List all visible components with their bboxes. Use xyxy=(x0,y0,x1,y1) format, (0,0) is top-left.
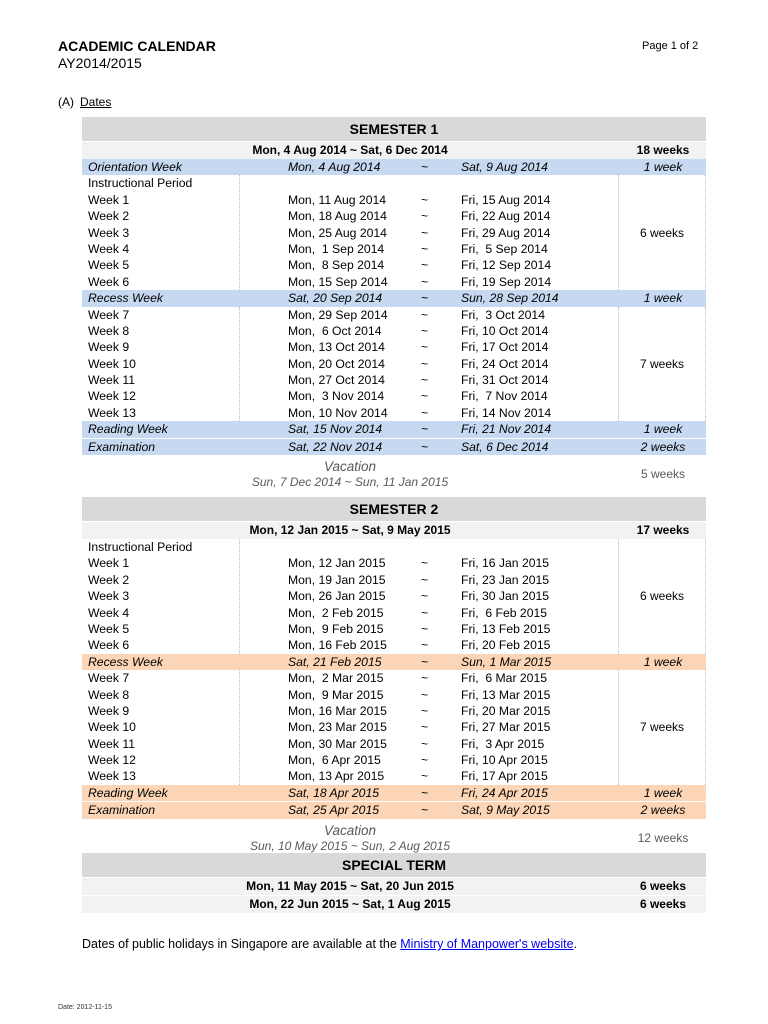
vacation-weeks: 5 weeks xyxy=(640,467,686,482)
week-label: Week 13 xyxy=(88,405,136,420)
sem2-instruction-block-2 xyxy=(82,670,706,785)
end-date: Fri, 17 Apr 2015 xyxy=(461,769,548,784)
recess-week-row xyxy=(82,654,706,670)
end-date: Fri, 13 Mar 2015 xyxy=(461,687,551,702)
row-label: Reading Week xyxy=(88,422,168,437)
instructional-period-label xyxy=(82,539,706,555)
row-weeks: 2 weeks xyxy=(640,803,686,818)
range-tilde: ~ xyxy=(421,373,429,388)
week-label: Week 2 xyxy=(88,572,130,587)
special-term-weeks: 6 weeks xyxy=(639,879,687,893)
semester-2-table xyxy=(82,497,706,855)
document-title: ACADEMIC CALENDAR xyxy=(58,38,216,54)
week-label: Week 5 xyxy=(88,621,130,636)
range-tilde: ~ xyxy=(421,422,429,437)
start-date: Mon, 8 Sep 2014 xyxy=(288,258,385,273)
start-date: Mon, 30 Mar 2015 xyxy=(288,736,387,751)
start-date: Mon, 2 Feb 2015 xyxy=(288,605,384,620)
block-weeks: 6 weeks xyxy=(639,589,685,604)
end-date: Fri, 19 Sep 2014 xyxy=(461,274,552,289)
week-row xyxy=(82,372,706,388)
week-row xyxy=(82,752,706,768)
end-date: Sat, 9 Aug 2014 xyxy=(461,160,548,174)
range-tilde: ~ xyxy=(421,803,429,818)
row-label: Reading Week xyxy=(88,785,168,800)
week-row xyxy=(82,323,706,339)
range-tilde: ~ xyxy=(421,323,429,338)
sem2-block1-weeks xyxy=(618,539,706,654)
end-date: Sat, 9 May 2015 xyxy=(461,803,550,818)
instr-label: Instructional Period xyxy=(88,540,193,554)
range-tilde: ~ xyxy=(421,209,429,224)
range-tilde: ~ xyxy=(421,291,429,306)
range-tilde: ~ xyxy=(421,621,429,636)
semester-1-weeks: 18 weeks xyxy=(636,143,690,157)
ministry-of-manpower-link[interactable]: Ministry of Manpower's website xyxy=(400,937,574,951)
recess-week-row xyxy=(82,290,706,306)
week-row xyxy=(82,555,706,571)
week-label: Week 12 xyxy=(88,389,136,404)
week-row xyxy=(82,388,706,404)
semester-1-range: Mon, 4 Aug 2014 ~ Sat, 6 Dec 2014 xyxy=(252,143,448,157)
start-date: Mon, 12 Jan 2015 xyxy=(288,556,386,571)
start-date: Sat, 18 Apr 2015 xyxy=(288,785,380,800)
week-label: Week 3 xyxy=(88,225,130,240)
week-row xyxy=(82,719,706,735)
range-tilde: ~ xyxy=(421,192,429,207)
week-row xyxy=(82,208,706,224)
examination-row xyxy=(82,802,706,818)
end-date: Fri, 24 Apr 2015 xyxy=(461,785,548,800)
week-row xyxy=(82,405,706,421)
end-date: Fri, 5 Sep 2014 xyxy=(461,241,548,256)
week-row xyxy=(82,307,706,323)
week-row xyxy=(82,703,706,719)
range-tilde: ~ xyxy=(421,589,429,604)
special-term-weeks: 6 weeks xyxy=(639,897,687,911)
start-date: Mon, 27 Oct 2014 xyxy=(288,373,385,388)
vacation-range: Sun, 10 May 2015 ~ Sun, 2 Aug 2015 xyxy=(249,838,451,853)
instr-label: Instructional Period xyxy=(88,176,193,191)
special-term-row-1 xyxy=(82,877,706,895)
start-date: Mon, 9 Mar 2015 xyxy=(288,687,384,702)
start-date: Mon, 25 Aug 2014 xyxy=(288,225,387,240)
week-row xyxy=(82,687,706,703)
range-tilde: ~ xyxy=(421,736,429,751)
end-date: Fri, 14 Nov 2014 xyxy=(461,405,552,420)
semester-2-title: SEMESTER 2 xyxy=(82,497,706,521)
week-label: Week 11 xyxy=(88,736,135,751)
start-date: Mon, 23 Mar 2015 xyxy=(288,720,387,735)
start-date: Mon, 26 Jan 2015 xyxy=(288,589,386,604)
end-date: Fri, 21 Nov 2014 xyxy=(461,422,552,437)
range-tilde: ~ xyxy=(421,241,429,256)
week-label: Week 9 xyxy=(88,340,130,355)
end-date: Fri, 6 Mar 2015 xyxy=(461,671,548,686)
week-label: Week 5 xyxy=(88,258,130,273)
row-weeks: 1 week xyxy=(643,785,683,800)
range-tilde: ~ xyxy=(421,753,429,768)
start-date: Mon, 15 Sep 2014 xyxy=(288,274,388,289)
section-label: Dates xyxy=(80,95,112,109)
row-weeks: 1 week xyxy=(643,291,683,306)
week-row xyxy=(82,621,706,637)
week-row xyxy=(82,241,706,257)
sem2-block2-weeks xyxy=(618,670,706,785)
sem1-block1-weeks xyxy=(618,175,706,290)
holiday-note xyxy=(82,937,577,951)
week-label: Week 10 xyxy=(88,720,136,735)
end-date: Fri, 16 Jan 2015 xyxy=(461,556,550,571)
vacation-range: Sun, 7 Dec 2014 ~ Sun, 11 Jan 2015 xyxy=(251,475,449,490)
start-date: Sat, 25 Apr 2015 xyxy=(288,803,380,818)
end-date: Fri, 10 Apr 2015 xyxy=(461,753,548,768)
row-weeks: 1 week xyxy=(643,422,683,437)
end-date: Fri, 6 Feb 2015 xyxy=(461,605,548,620)
semester-1-range-row xyxy=(82,141,706,159)
start-date: Mon, 2 Mar 2015 xyxy=(288,671,384,686)
vacation-title: Vacation xyxy=(323,822,377,838)
range-tilde: ~ xyxy=(421,638,429,653)
block-weeks: 7 weeks xyxy=(639,720,685,735)
range-tilde: ~ xyxy=(421,654,429,669)
week-label: Week 4 xyxy=(88,605,130,620)
week-label: Week 4 xyxy=(88,241,130,256)
week-label: Week 7 xyxy=(88,671,130,686)
start-date: Mon, 19 Jan 2015 xyxy=(288,572,386,587)
sem1-instruction-block-2 xyxy=(82,307,706,422)
end-date: Sun, 28 Sep 2014 xyxy=(461,291,559,306)
special-term-range: Mon, 22 Jun 2015 ~ Sat, 1 Aug 2015 xyxy=(249,897,451,911)
week-label: Week 3 xyxy=(88,589,130,604)
week-label: Week 8 xyxy=(88,323,130,338)
week-row xyxy=(82,356,706,372)
section-prefix: (A) xyxy=(58,95,74,109)
start-date: Mon, 20 Oct 2014 xyxy=(288,356,385,371)
range-tilde: ~ xyxy=(421,405,429,420)
range-tilde: ~ xyxy=(421,307,429,322)
vacation-title: Vacation xyxy=(323,459,377,475)
special-term-title: SPECIAL TERM xyxy=(82,853,706,877)
end-date: Fri, 20 Mar 2015 xyxy=(461,703,551,718)
row-label: Recess Week xyxy=(88,291,163,306)
week-row xyxy=(82,588,706,604)
start-date: Mon, 9 Feb 2015 xyxy=(288,621,384,636)
week-row xyxy=(82,768,706,784)
row-label: Orientation Week xyxy=(88,160,182,174)
week-label: Week 13 xyxy=(88,769,136,784)
end-date: Fri, 22 Aug 2014 xyxy=(461,209,551,224)
start-date: Mon, 6 Apr 2015 xyxy=(288,753,381,768)
range-tilde: ~ xyxy=(421,572,429,587)
week-label: Week 10 xyxy=(88,356,136,371)
start-date: Mon, 13 Oct 2014 xyxy=(288,340,385,355)
instructional-period-label xyxy=(82,175,706,191)
row-label: Examination xyxy=(88,803,156,818)
end-date: Fri, 15 Aug 2014 xyxy=(461,192,551,207)
start-date: Mon, 10 Nov 2014 xyxy=(288,405,388,420)
semester-2-range: Mon, 12 Jan 2015 ~ Sat, 9 May 2015 xyxy=(249,523,451,537)
week-label: Week 7 xyxy=(88,307,130,322)
start-date: Mon, 1 Sep 2014 xyxy=(288,241,385,256)
range-tilde: ~ xyxy=(421,356,429,371)
start-date: Mon, 16 Mar 2015 xyxy=(288,703,387,718)
sem1-instruction-block-1 xyxy=(82,175,706,290)
end-date: Fri, 17 Oct 2014 xyxy=(461,340,549,355)
range-tilde: ~ xyxy=(421,274,429,289)
end-date: Fri, 31 Oct 2014 xyxy=(461,373,549,388)
start-date: Mon, 16 Feb 2015 xyxy=(288,638,387,653)
range-tilde: ~ xyxy=(421,785,429,800)
week-label: Week 9 xyxy=(88,703,130,718)
week-row xyxy=(82,605,706,621)
academic-year: AY2014/2015 xyxy=(58,55,142,71)
start-date: Sat, 21 Feb 2015 xyxy=(288,654,382,669)
semester-1-title: SEMESTER 1 xyxy=(82,117,706,141)
end-date: Fri, 12 Sep 2014 xyxy=(461,258,552,273)
start-date: Mon, 13 Apr 2015 xyxy=(288,769,385,784)
start-date: Mon, 18 Aug 2014 xyxy=(288,209,387,224)
start-date: Mon, 6 Oct 2014 xyxy=(288,323,382,338)
end-date: Fri, 7 Nov 2014 xyxy=(461,389,548,404)
special-term-row-2 xyxy=(82,895,706,913)
orientation-week-row xyxy=(82,159,706,175)
range-tilde: ~ xyxy=(421,389,429,404)
week-label: Week 8 xyxy=(88,687,130,702)
row-weeks: 2 weeks xyxy=(640,439,686,454)
vacation-row xyxy=(82,455,706,491)
vacation-weeks: 12 weeks xyxy=(637,830,689,845)
special-term-range: Mon, 11 May 2015 ~ Sat, 20 Jun 2015 xyxy=(246,879,454,893)
end-date: Fri, 24 Oct 2014 xyxy=(461,356,549,371)
end-date: Sat, 6 Dec 2014 xyxy=(461,439,549,454)
vacation-row xyxy=(82,819,706,855)
week-row xyxy=(82,339,706,355)
row-label: Examination xyxy=(88,439,156,454)
note-text: Dates of public holidays in Singapore are available at the xyxy=(82,937,401,951)
start-date: Sat, 15 Nov 2014 xyxy=(288,422,383,437)
end-date: Fri, 30 Jan 2015 xyxy=(461,589,550,604)
section-heading xyxy=(58,95,111,109)
range-tilde: ~ xyxy=(421,605,429,620)
week-label: Week 6 xyxy=(88,638,130,653)
sem1-block2-weeks xyxy=(618,307,706,422)
reading-week-row xyxy=(82,421,706,437)
week-row xyxy=(82,274,706,290)
row-weeks: 1 week xyxy=(643,160,683,174)
week-row xyxy=(82,736,706,752)
end-date: Fri, 20 Feb 2015 xyxy=(461,638,551,653)
week-label: Week 1 xyxy=(88,192,130,207)
week-label: Week 2 xyxy=(88,209,130,224)
range-tilde: ~ xyxy=(421,160,429,174)
start-date: Mon, 3 Nov 2014 xyxy=(288,389,385,404)
week-row xyxy=(82,572,706,588)
range-tilde: ~ xyxy=(421,439,429,454)
start-date: Mon, 29 Sep 2014 xyxy=(288,307,388,322)
start-date: Sat, 20 Sep 2014 xyxy=(288,291,383,306)
reading-week-row xyxy=(82,785,706,801)
semester-2-weeks: 17 weeks xyxy=(636,523,690,537)
start-date: Mon, 4 Aug 2014 xyxy=(288,160,381,174)
end-date: Fri, 23 Jan 2015 xyxy=(461,572,550,587)
examination-row xyxy=(82,439,706,455)
page-number: Page 1 of 2 xyxy=(642,40,699,52)
range-tilde: ~ xyxy=(421,340,429,355)
range-tilde: ~ xyxy=(421,769,429,784)
week-row xyxy=(82,225,706,241)
start-date: Mon, 11 Aug 2014 xyxy=(288,192,387,207)
footer-date: Date: 2012-11-15 xyxy=(58,1004,112,1011)
range-tilde: ~ xyxy=(421,671,429,686)
semester-2-range-row xyxy=(82,521,706,539)
range-tilde: ~ xyxy=(421,225,429,240)
end-date: Fri, 3 Apr 2015 xyxy=(461,736,545,751)
semester-1-table xyxy=(82,117,706,491)
end-date: Fri, 27 Mar 2015 xyxy=(461,720,551,735)
range-tilde: ~ xyxy=(421,258,429,273)
block-weeks: 6 weeks xyxy=(639,225,685,240)
end-date: Sun, 1 Mar 2015 xyxy=(461,654,552,669)
end-date: Fri, 3 Oct 2014 xyxy=(461,307,545,322)
week-label: Week 6 xyxy=(88,274,130,289)
sem2-instruction-block-1 xyxy=(82,539,706,654)
start-date: Sat, 22 Nov 2014 xyxy=(288,439,383,454)
note-end: . xyxy=(573,937,578,951)
week-label: Week 11 xyxy=(88,373,135,388)
week-label: Week 12 xyxy=(88,753,136,768)
range-tilde: ~ xyxy=(421,687,429,702)
end-date: Fri, 13 Feb 2015 xyxy=(461,621,551,636)
range-tilde: ~ xyxy=(421,556,429,571)
row-label: Recess Week xyxy=(88,654,163,669)
week-row xyxy=(82,257,706,273)
end-date: Fri, 29 Aug 2014 xyxy=(461,225,551,240)
end-date: Fri, 10 Oct 2014 xyxy=(461,323,549,338)
row-weeks: 1 week xyxy=(643,654,683,669)
week-row xyxy=(82,637,706,653)
week-row xyxy=(82,192,706,208)
block-weeks: 7 weeks xyxy=(639,356,685,371)
range-tilde: ~ xyxy=(421,720,429,735)
week-label: Week 1 xyxy=(88,556,130,571)
special-term-table xyxy=(82,853,706,913)
range-tilde: ~ xyxy=(421,703,429,718)
week-row xyxy=(82,670,706,686)
